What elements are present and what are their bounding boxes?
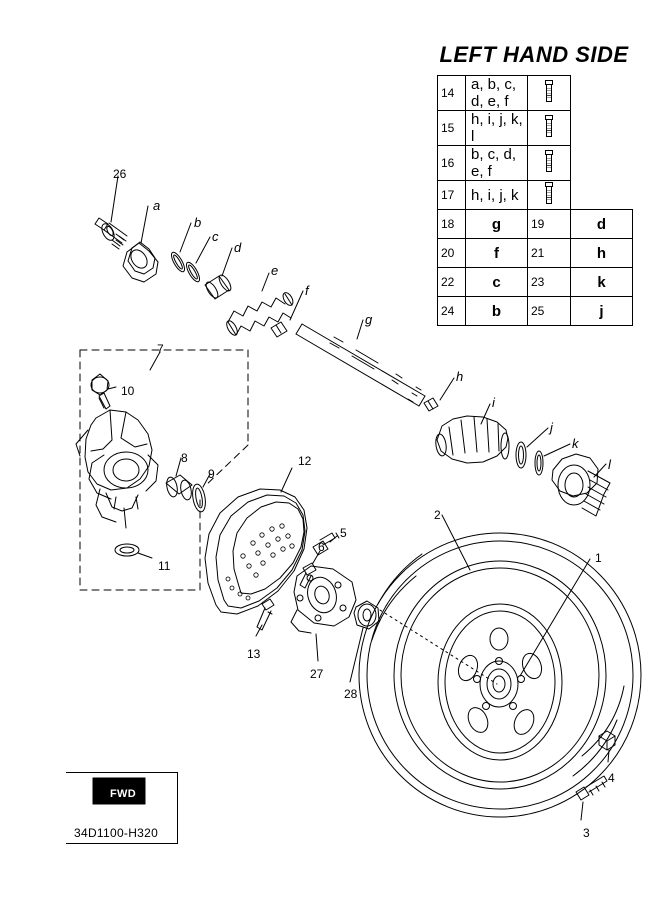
part-10-ball-joint — [91, 374, 116, 409]
legend-row-items-2: h — [571, 239, 633, 268]
legend-row-items: b — [466, 297, 528, 326]
legend-row-items: h, i, j, k — [466, 181, 528, 210]
bolt-icon — [528, 111, 571, 146]
callout-j: j — [550, 420, 553, 435]
callout-g: g — [365, 312, 373, 327]
callout-26: 26 — [113, 167, 127, 181]
callout-6: 6 — [318, 540, 325, 554]
legend-row-items-2: j — [571, 297, 633, 326]
fwd-label: FWD — [110, 788, 136, 800]
legend-row-items: a, b, c, d, e, f — [466, 76, 528, 111]
callout-10: 10 — [121, 384, 135, 398]
part-5-stud — [313, 533, 339, 555]
part-g-axle-shaft — [296, 320, 425, 406]
callout-9: 9 — [208, 467, 215, 481]
callout-27: 27 — [310, 667, 324, 681]
legend-row-number-2: 21 — [528, 239, 571, 268]
page-title: LEFT HAND SIDE — [439, 42, 629, 67]
table-row — [438, 76, 633, 111]
callout-f: f — [305, 283, 309, 298]
legend-row-number-2: 23 — [528, 268, 571, 297]
callout-28: 28 — [344, 687, 358, 701]
part-knuckle-body — [76, 410, 158, 528]
table-row — [438, 239, 633, 268]
callout-7: 7 — [157, 342, 164, 356]
part-12-brake-disc — [205, 468, 307, 614]
callout-1: 1 — [595, 551, 602, 565]
part-13-bolt — [256, 599, 274, 636]
legend-row-items: b, c, d, e, f — [466, 146, 528, 181]
legend-row-number-2: 19 — [528, 210, 571, 239]
callout-11: 11 — [158, 559, 171, 573]
part-c-ring — [184, 237, 210, 284]
callout-4: 4 — [608, 771, 615, 785]
callout-8: 8 — [181, 451, 188, 465]
part-11-seal — [115, 544, 152, 558]
table-row — [438, 297, 633, 326]
legend-row-number: 15 — [438, 111, 466, 146]
part-7-dashed-outline — [80, 350, 248, 590]
legend-row-items: h, i, j, k, l — [466, 111, 528, 146]
legend-row-items: c — [466, 268, 528, 297]
legend-row-number: 14 — [438, 76, 466, 111]
legend-row-items: f — [466, 239, 528, 268]
part-i-boot-large — [435, 404, 509, 463]
callout-h: h — [456, 369, 464, 384]
legend-row-number: 24 — [438, 297, 466, 326]
legend-row-number: 16 — [438, 146, 466, 181]
bolt-icon — [528, 146, 571, 181]
part-27-wheel-hub — [291, 566, 356, 661]
part-b-ring — [169, 223, 191, 274]
callout-3: 3 — [583, 826, 590, 840]
legend-row-number: 17 — [438, 181, 466, 210]
callout-i: i — [492, 395, 495, 410]
part-8-spacer — [165, 458, 193, 501]
legend-row-items: g — [466, 210, 528, 239]
part-a-cv-joint-outer — [95, 206, 158, 282]
bolt-icon — [528, 76, 571, 111]
table-row — [438, 146, 633, 181]
callout-d: d — [234, 240, 242, 255]
legend-row-number-2: 25 — [528, 297, 571, 326]
callout-b: b — [194, 215, 202, 230]
callout-a: a — [153, 198, 161, 213]
part-h-nut — [424, 378, 454, 411]
callout-12: 12 — [298, 454, 312, 468]
legend-row-items-2: k — [571, 268, 633, 297]
legend-row-number: 20 — [438, 239, 466, 268]
callout-e: e — [271, 263, 279, 278]
table-row — [438, 268, 633, 297]
part-28-collar — [350, 601, 379, 682]
part-d-sleeve — [204, 248, 233, 300]
callout-k: k — [572, 436, 579, 451]
table-row — [438, 181, 633, 210]
bolt-icon — [528, 181, 571, 210]
callout-5: 5 — [340, 526, 347, 540]
legend-row-items-2: d — [571, 210, 633, 239]
part-26-circlip — [99, 176, 118, 242]
callout-2: 2 — [434, 508, 441, 522]
legend-row-number: 18 — [438, 210, 466, 239]
fwd-marker — [92, 782, 146, 808]
part-l-inner-joint — [552, 454, 610, 516]
legend-row-number: 22 — [438, 268, 466, 297]
table-row — [438, 210, 633, 239]
callout-l: l — [608, 457, 611, 472]
table-row — [438, 111, 633, 146]
callout-c: c — [212, 229, 219, 244]
callout-13: 13 — [247, 647, 261, 661]
legend-table — [437, 75, 633, 326]
drawing-code: 34D1100-H320 — [74, 826, 159, 840]
